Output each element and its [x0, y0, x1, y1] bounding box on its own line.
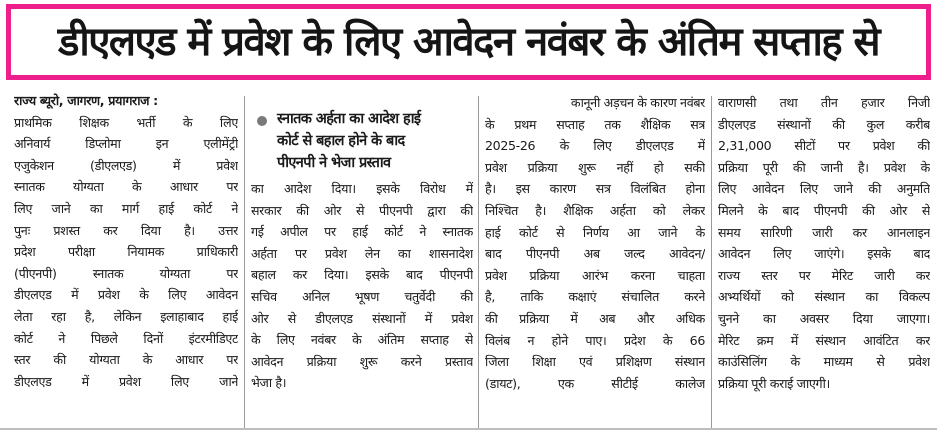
text-line: अर्हता पर प्रवेश लेन का शासनादेश: [251, 245, 473, 261]
text-line: लिए आवेदन लिए जाने की अनुमति: [718, 181, 930, 197]
text-line: के प्रथम सप्ताह तक शैक्षिक सत्र: [485, 116, 705, 132]
text-line: लिए जाने का मार्ग हाई कोर्ट ने: [14, 200, 238, 216]
text-line: चुनने का अवसर दिया जाएगा।: [718, 310, 930, 326]
text-line: डीएलएड में प्रवेश के लिए आवेदन: [14, 287, 238, 303]
subheading-line: स्नातक अर्हता का आदेश हाई: [277, 111, 421, 127]
text-line: जिला शिक्षा एवं प्रशिक्षण संस्थान: [485, 354, 705, 370]
text-line: है। इस कारण सत्र विलंबित होना: [485, 181, 705, 197]
text-line: (डायट), एक सीटीई कालेज: [485, 375, 705, 391]
text-line: हाई कोर्ट से निर्णय आ जाने के: [485, 224, 705, 240]
text-line: बाद पीएनपी अब जल्द आवेदन/: [485, 246, 705, 262]
text-line: है, ताकि कक्षाएं संचालित करने: [485, 289, 705, 305]
column-divider: [711, 96, 712, 428]
text-line: आवेदन लिए जाएंगे। इसके बाद: [718, 246, 930, 262]
text-line: बहाल कर दिया। इसके बाद पीएनपी: [251, 267, 473, 283]
text-line: निश्चित है। शैक्षिक अर्हता को लेकर: [485, 202, 705, 218]
headline-box: [6, 4, 931, 80]
text-line: सचिव अनिल भूषण चतुर्वेदी की: [251, 288, 473, 304]
text-line: का आदेश दिया। इसके विरोध में: [251, 181, 473, 196]
text-line: एजुकेशन (डीएलएड) में प्रवेश: [14, 157, 238, 173]
text-line: आवेदन प्रक्रिया शुरू करने प्रस्ताव: [251, 353, 473, 369]
subheading-line: कोर्ट से बहाल होने के बाद: [277, 133, 405, 149]
text-line: प्रवेश प्रक्रिया शुरू नहीं हो सकी: [485, 159, 705, 175]
article-column-3: [485, 92, 705, 430]
text-line: के लिए नवंबर के अंतिम सप्ताह से: [251, 332, 473, 348]
text-line: प्रक्रिया पूरी कराई जाएगी।: [718, 375, 830, 391]
text-line: स्तर की योग्यता के आधार पर: [14, 352, 238, 368]
column-divider: [478, 96, 479, 428]
subheading-line: पीएनपी ने भेजा प्रस्ताव: [277, 155, 391, 171]
text-line: प्रदेश परीक्षा नियामक प्राधिकारी: [14, 244, 238, 260]
text-line: प्रक्रिया पूरी की जानी है। प्रवेश के: [718, 159, 930, 175]
article-column-1: [14, 90, 238, 428]
text-line: (पीएनपी) स्नातक योग्यता पर: [14, 265, 238, 281]
text-line: काउंसिलिंग के माध्यम से प्रवेश: [718, 354, 930, 370]
text-line: अभ्यर्थियों को संस्थान का विकल्प: [718, 289, 930, 305]
text-line: कानूनी अड़चन के कारण नवंबर: [570, 95, 705, 110]
text-line: मिलने के बाद पीएनपी की ओर से: [718, 202, 930, 218]
text-line: ओर से डीएलएड संस्थानों में प्रवेश: [251, 310, 473, 326]
text-line: वाराणसी तथा तीन हजार निजी: [718, 95, 930, 110]
text-line: मेरिट क्रम में संस्थान आवंटित कर: [718, 332, 930, 348]
text-line: डीएलएड में प्रवेश लिए जाने: [14, 373, 238, 389]
text-line: राज्य स्तर पर मेरिट जारी कर: [718, 267, 930, 283]
article-column-4: [718, 92, 930, 430]
text-line: पुनः प्रशस्त कर दिया है। उत्तर: [14, 222, 238, 238]
text-line: की प्रक्रिया में अब और अधिक: [485, 310, 705, 326]
headline: डीएलएड में प्रवेश के लिए आवेदन नवंबर के अंतिम सप्ताह से: [57, 19, 880, 65]
text-line: समय सारिणी जारी कर आनलाइन: [718, 224, 930, 240]
text-line: प्राथमिक शिक्षक भर्ती के लिए: [14, 114, 238, 130]
byline: राज्य ब्यूरो, जागरण, प्रयागराज :: [14, 93, 158, 108]
text-line: विलंब न होने पाए। प्रदेश के 66: [485, 332, 705, 348]
text-line: प्रवेश प्रक्रिया आरंभ करना चाहता: [485, 267, 705, 283]
bullet-icon: [257, 116, 267, 126]
column-divider: [244, 96, 245, 428]
text-line: कोर्ट ने पिछले दिनों इंटरमीडिएट: [14, 330, 238, 346]
bottom-rule: [0, 428, 937, 430]
text-line: स्नातक योग्यता के आधार पर: [14, 179, 238, 195]
text-line: सरकार की ओर से पीएनपी द्वारा की: [251, 202, 473, 218]
article-column-2: [251, 108, 473, 434]
text-line: लेता रहा है, लेकिन इलाहाबाद हाई: [14, 308, 238, 324]
subheading: [251, 108, 473, 174]
text-line: 2025-26 के लिए डीएलएड में: [485, 138, 705, 154]
text-line: डीएलएड संस्थानों की कुल करीब: [718, 116, 930, 132]
text-line: 2,31,000 सीटों पर प्रवेश की: [718, 138, 930, 154]
text-line: गई अपील पर हाई कोर्ट ने स्नातक: [251, 224, 473, 240]
text-line: भेजा है।: [251, 375, 287, 391]
text-line: अनिवार्य डिप्लोमा इन एलीमेंट्री: [14, 136, 238, 152]
